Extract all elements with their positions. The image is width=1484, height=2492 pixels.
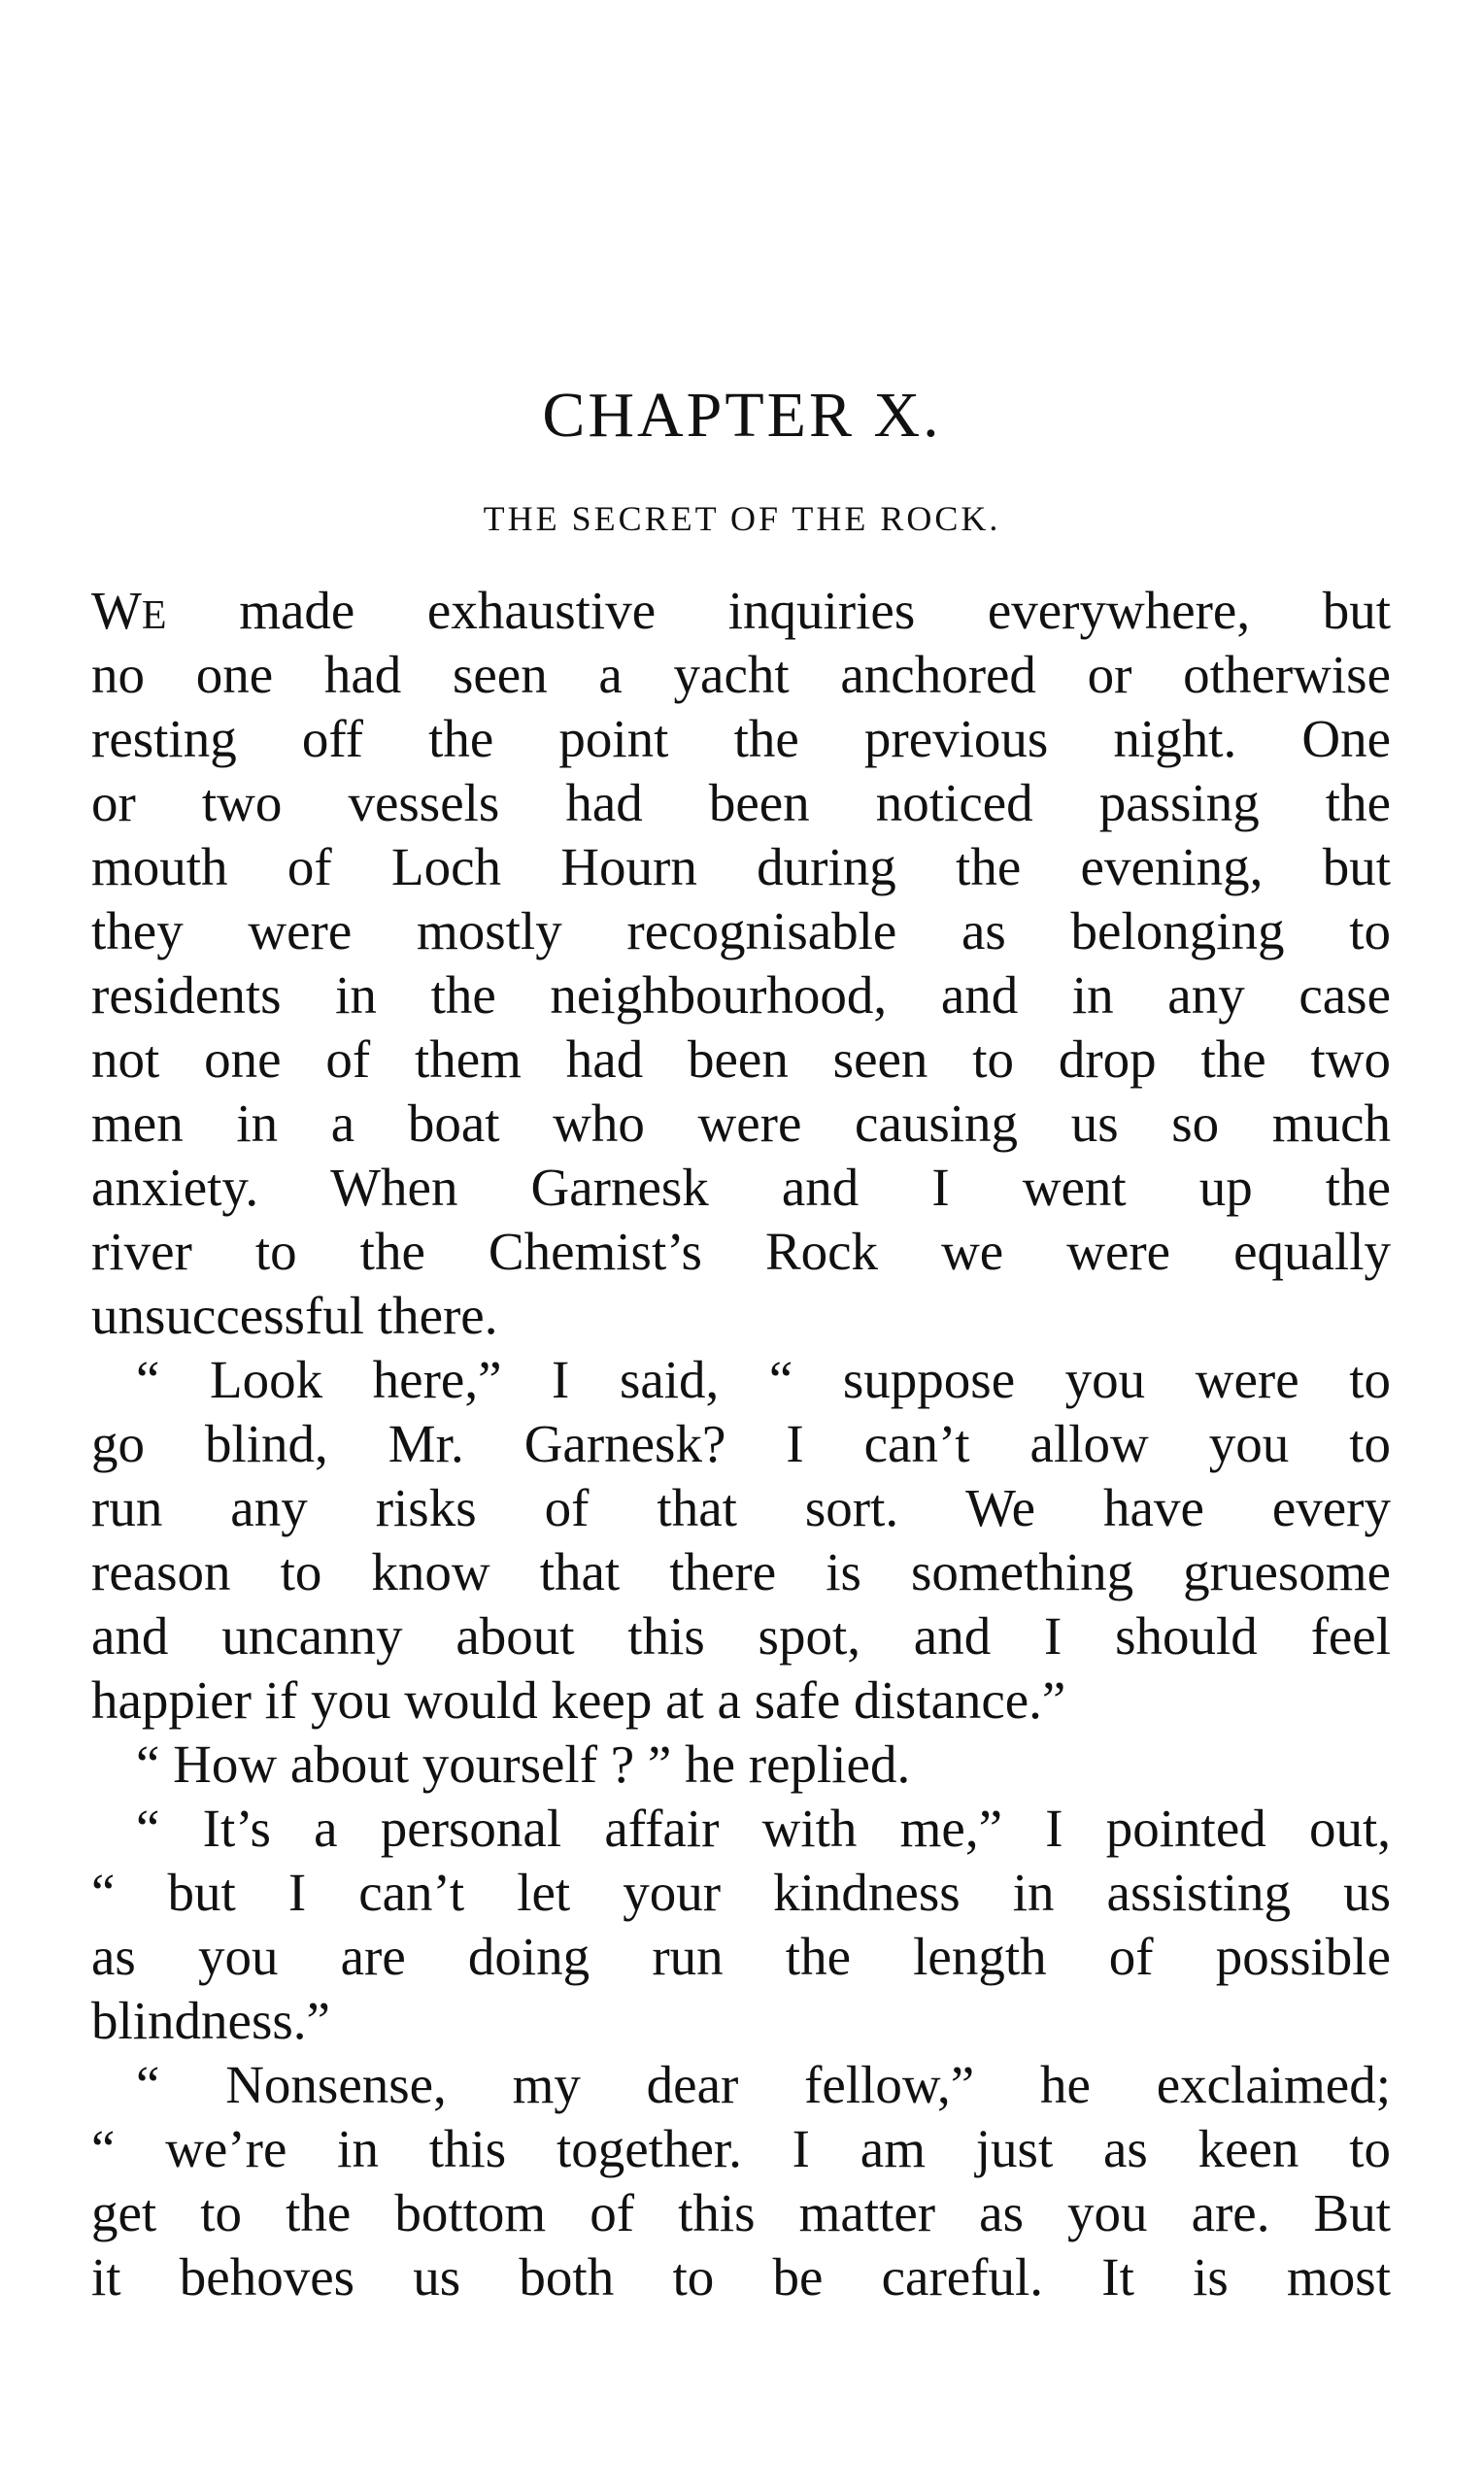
text-line: “ we’re in this together. I am just as keen to: [91, 2119, 1391, 2178]
text-line: run any risks of that sort. We have every: [91, 1478, 1391, 1537]
text-line: blindness.”: [91, 1991, 330, 2050]
text-line: residents in the neighbourhood, and in any case: [91, 965, 1391, 1025]
text-line: mouth of Loch Hourn during the evening, but: [91, 837, 1391, 896]
small-caps-initial: W: [91, 581, 142, 640]
text-line: “ Nonsense, my dear fellow,” he exclaimed;: [136, 2055, 1391, 2114]
text-line: anxiety. When Garnesk and I went up the: [91, 1158, 1391, 1217]
text-line: “ Look here,” I said, “ suppose you were to: [136, 1350, 1391, 1409]
text-line: not one of them had been seen to drop the two: [91, 1029, 1391, 1089]
chapter-subtitle: THE SECRET OF THE ROCK.: [483, 499, 1001, 538]
text-line: reason to know that there is something gruesome: [91, 1542, 1391, 1601]
text-line: get to the bottom of this matter as you are. But: [91, 2183, 1391, 2242]
small-caps-rest: E: [141, 593, 167, 638]
text-line: “ but I can’t let your kindness in assisting us: [91, 1863, 1391, 1922]
text-line: “ It’s a personal affair with me,” I pointed out,: [136, 1799, 1391, 1858]
text-line: “ How about yourself ? ” he replied.: [136, 1734, 911, 1794]
text-line: unsuccessful there.: [91, 1286, 498, 1345]
text-line: happier if you would keep at a safe distance.”: [91, 1670, 1066, 1730]
text-line: they were mostly recognisable as belonging to: [91, 901, 1391, 960]
text-line: go blind, Mr. Garnesk? I can’t allow you to: [91, 1414, 1391, 1473]
body-text: [91, 579, 1391, 2309]
text-line: or two vessels had been noticed passing the: [91, 773, 1391, 832]
text-line: and uncanny about this spot, and I should feel: [91, 1606, 1391, 1666]
text-line: men in a boat who were causing us so much: [91, 1094, 1391, 1153]
text-line-1: [91, 579, 1391, 643]
text-line: it behoves us both to be careful. It is most: [91, 2247, 1391, 2307]
text-line: no one had seen a yacht anchored or otherwise: [91, 645, 1391, 704]
text-line: river to the Chemist’s Rock we were equally: [91, 1222, 1391, 1281]
text-line: resting off the point the previous night. One: [91, 709, 1391, 768]
text-line-1-rest: made exhaustive inquiries everywhere, but: [166, 581, 1391, 640]
chapter-title: CHAPTER X.: [542, 380, 942, 451]
text-line: as you are doing run the length of possible: [91, 1927, 1391, 1986]
